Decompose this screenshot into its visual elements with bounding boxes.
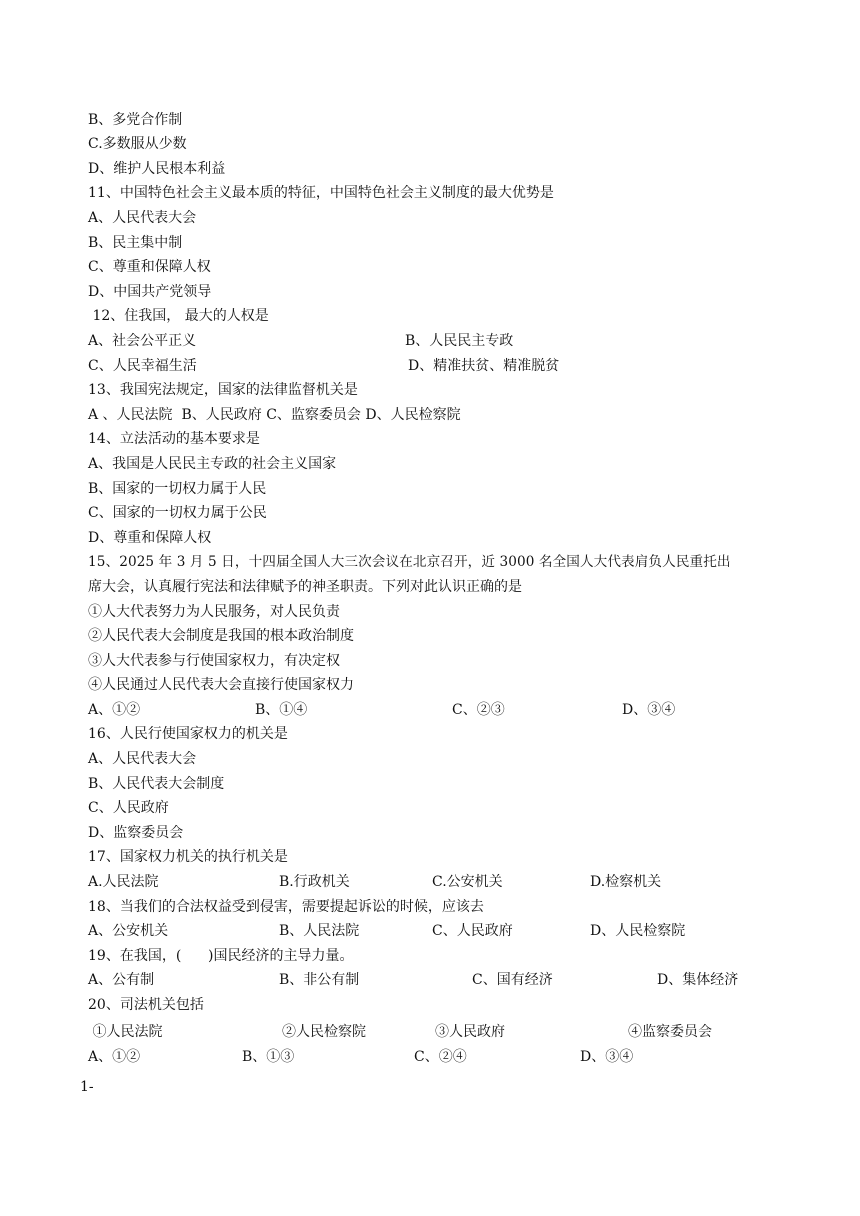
q18-option-b: B、人民法院	[279, 923, 360, 939]
q18-stem: 18、当我们的合法权益受到侵害，需要提起诉讼的时候，应该去	[88, 899, 484, 915]
q15-statement-1: ①人大代表努力为人民服务，对人民负责	[88, 604, 340, 620]
q18-option-c: C、人民政府	[432, 923, 513, 939]
q14-option-d: D、尊重和保障人权	[88, 530, 212, 546]
q20-option-a: A、①②	[88, 1049, 141, 1065]
q10-option-b: B、多党合作制	[88, 112, 183, 128]
q15-stem-line1: 15、2025 年 3 月 5 日，十四届全国人大三次会议在北京召开，近 3000 名全国人大代表肩负人民重托出	[88, 554, 731, 570]
q12-option-c: C、人民幸福生活	[88, 358, 197, 374]
q11-option-b: B、民主集中制	[88, 235, 183, 251]
q17-option-b: B.行政机关	[279, 874, 350, 890]
q13-options: A 、人民法院 B、人民政府 C、监察委员会 D、人民检察院	[88, 407, 461, 423]
q15-option-c: C、②③	[452, 702, 505, 718]
q15-stem-line2: 席大会，认真履行宪法和法律赋予的神圣职责。下列对此认识正确的是	[88, 579, 522, 595]
q15-statement-3: ③人大代表参与行使国家权力，有决定权	[88, 653, 340, 669]
q19-option-a: A、公有制	[88, 972, 155, 988]
q16-option-a: A、人民代表大会	[88, 751, 197, 767]
q14-option-a: A、我国是人民民主专政的社会主义国家	[88, 456, 337, 472]
q20-option-c: C、②④	[414, 1049, 467, 1065]
q19-option-c: C、国有经济	[472, 972, 553, 988]
q11-option-a: A、人民代表大会	[88, 210, 197, 226]
q12-stem: 12、住我国， 最大的人权是	[88, 308, 269, 324]
page-number: 1-	[80, 1079, 94, 1095]
q11-option-c: C、尊重和保障人权	[88, 259, 211, 275]
q20-statement-3: ③人民政府	[435, 1024, 505, 1040]
q17-option-c: C.公安机关	[432, 874, 503, 890]
q20-statement-1: ①人民法院	[88, 1024, 163, 1040]
q19-option-b: B、非公有制	[279, 972, 360, 988]
q16-option-c: C、人民政府	[88, 800, 169, 816]
q11-stem: 11、中国特色社会主义最本质的特征，中国特色社会主义制度的最大优势是	[88, 185, 554, 201]
q19-option-d: D、集体经济	[657, 972, 739, 988]
q19-stem: 19、在我国，( )国民经济的主导力量。	[88, 948, 354, 964]
q17-option-a: A.人民法院	[88, 874, 159, 890]
q14-option-b: B、国家的一切权力属于人民	[88, 481, 267, 497]
q16-stem: 16、人民行使国家权力的机关是	[88, 726, 288, 742]
q11-option-d: D、中国共产党领导	[88, 284, 212, 300]
q16-option-b: B、人民代表大会制度	[88, 776, 225, 792]
q13-stem: 13、我国宪法规定，国家的法律监督机关是	[88, 382, 358, 398]
q20-statement-2: ②人民检察院	[282, 1024, 366, 1040]
q20-option-b: B、①③	[242, 1049, 295, 1065]
q14-stem: 14、立法活动的基本要求是	[88, 431, 260, 447]
q10-option-c: C.多数服从少数	[88, 136, 187, 152]
q12-option-d: D、精准扶贫、精准脱贫	[408, 358, 560, 374]
q10-option-d: D、维护人民根本利益	[88, 161, 226, 177]
q17-stem: 17、国家权力机关的执行机关是	[88, 849, 288, 865]
q15-option-b: B、①④	[255, 702, 308, 718]
q20-stem: 20、司法机关包括	[88, 997, 204, 1013]
q20-option-d: D、③④	[580, 1049, 634, 1065]
q12-option-b: B、人民民主专政	[405, 333, 514, 349]
q16-option-d: D、监察委员会	[88, 825, 184, 841]
q15-statement-2: ②人民代表大会制度是我国的根本政治制度	[88, 628, 354, 644]
q18-option-d: D、人民检察院	[590, 923, 686, 939]
q15-option-d: D、③④	[622, 702, 676, 718]
q17-option-d: D.检察机关	[590, 874, 662, 890]
q18-option-a: A、公安机关	[88, 923, 169, 939]
q20-statement-4: ④监察委员会	[628, 1024, 712, 1040]
q14-option-c: C、国家的一切权力属于公民	[88, 505, 267, 521]
q12-option-a: A、社会公平正义	[88, 333, 197, 349]
q15-option-a: A、①②	[88, 702, 141, 718]
q15-statement-4: ④人民通过人民代表大会直接行使国家权力	[88, 677, 354, 693]
